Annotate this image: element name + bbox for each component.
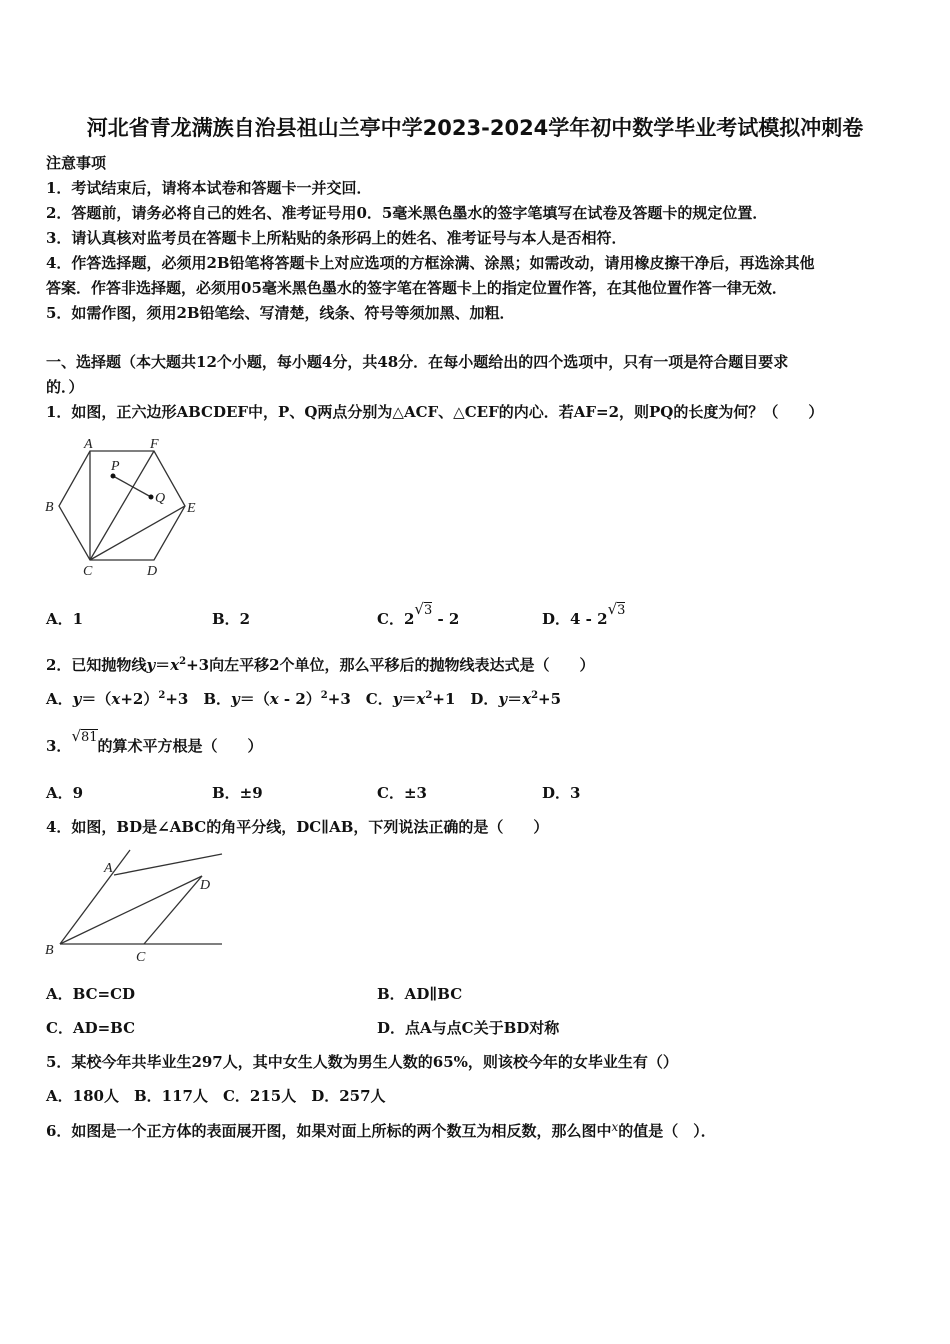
label-c: C — [83, 564, 93, 579]
q1-option-d-radicand: 3 — [617, 603, 626, 618]
notes-heading: 注意事项 — [46, 154, 107, 172]
q4-option-c: C．AD=BC — [46, 1019, 136, 1037]
q2-opt-var: x — [269, 690, 279, 708]
sqrt-radical — [608, 603, 626, 618]
q1-option-c-pre: C．2 — [377, 610, 415, 628]
sqrt-radical — [414, 603, 432, 618]
q2-opt-text: - 2） — [278, 690, 321, 708]
q2-opt-text: +3 B． — [165, 690, 231, 708]
q2-opt-text: A． — [46, 690, 73, 708]
label-a: A — [84, 437, 93, 452]
segment-ec — [90, 506, 185, 560]
q3-radicand: 81 — [81, 730, 98, 745]
q2-opt-text: +1 D． — [432, 690, 499, 708]
q3-stem — [46, 730, 263, 756]
section-heading: 一、选择题（本大题共12个小题，每小题4分，共48分．在每小题给出的四个选项中，只有一项是符合题目要求 — [46, 353, 789, 371]
q2-opt-text: +5 — [538, 690, 562, 708]
q1-option-d-pre: D．4 - 2 — [542, 610, 608, 628]
label-c: C — [136, 950, 146, 965]
q6-var-x: x — [611, 1120, 619, 1134]
line-ba — [60, 850, 130, 944]
segment-pq — [113, 476, 151, 497]
line-ad — [114, 854, 222, 875]
q1-option-c-post: - 2 — [437, 610, 460, 628]
q2-opt-var: y — [498, 690, 508, 708]
note-item: 5．如需作图，须用2B铅笔绘、写清楚，线条、符号等须加黑、加粗． — [46, 304, 515, 322]
label-b: B — [45, 943, 54, 958]
hexagon-figure — [44, 434, 204, 582]
q2-opt-text: +3 C． — [327, 690, 393, 708]
q2-opt-var: x — [111, 690, 121, 708]
q2-var-y: y — [146, 656, 156, 674]
q2-opt-exp: 2 — [158, 690, 166, 701]
q6-stem-post: 的值是（ ）． — [618, 1122, 716, 1140]
q2-opt-text: ＝（ — [81, 690, 112, 708]
label-f: F — [150, 437, 159, 452]
q2-opt-exp: 2 — [320, 690, 328, 701]
label-d: D — [200, 878, 211, 893]
q3-option-a: A．9 — [46, 784, 84, 802]
q3-option-b: B．±9 — [212, 784, 263, 802]
q6-stem-pre: 6．如图是一个正方体的表面展开图，如果对面上所标的两个数互为相反数，那么图中 — [46, 1122, 612, 1140]
q2-opt-var: y — [72, 690, 82, 708]
q2-options — [46, 688, 561, 709]
q1-stem: 1．如图，正六边形ABCDEF中，P、Q两点分别为△ACF、△CEF的内心．若AF=2，则PQ的长度为何？（ ） — [46, 403, 824, 421]
q4-stem: 4．如图，BD是∠ABC的角平分线，DC∥AB，下列说法正确的是（ ） — [46, 818, 549, 836]
label-a: A — [104, 861, 113, 876]
q1-option-a: A．1 — [46, 610, 84, 628]
q2-opt-text: ＝ — [507, 690, 523, 708]
q2-opt-var: x — [416, 690, 426, 708]
q3-number: 3． — [46, 737, 72, 755]
q2-exp: 2 — [179, 656, 187, 667]
note-item: 4．作答选择题，必须用2B铅笔将答题卡上对应选项的方框涂满、涂黑；如需改动，请用橡皮擦干净后，再选涂其他 — [46, 254, 815, 272]
q4-option-a: A．BC=CD — [46, 985, 136, 1003]
q4-option-d: D．点A与点C关于BD对称 — [377, 1019, 560, 1037]
segment-fc — [90, 451, 154, 560]
q2-eq: ＝ — [155, 656, 171, 674]
note-item: 1．考试结束后，请将本试卷和答题卡一并交回． — [46, 179, 372, 197]
q1-option-b: B．2 — [212, 610, 251, 628]
point-q — [149, 495, 154, 500]
q6-stem — [46, 1120, 716, 1141]
sqrt-radical — [71, 730, 97, 745]
note-item: 2．答题前，请务必将自己的姓名、准考证号用0．5毫米黑色墨水的签字笔填写在试卷及答题卡的规定位置． — [46, 204, 768, 222]
parallelogram-figure — [44, 848, 226, 966]
line-bd — [60, 876, 202, 944]
q1-option-d — [542, 603, 626, 629]
q4-option-b: B．AD∥BC — [377, 985, 463, 1003]
q2-var-x: x — [170, 656, 180, 674]
label-b: B — [45, 500, 54, 515]
q5-stem: 5．某校今年共毕业生297人，其中女生人数为男生人数的65%，则该校今年的女毕业生有（） — [46, 1053, 678, 1071]
note-item: 答案．作答非选择题，必须用05毫米黑色墨水的签字笔在答题卡上的指定位置作答，在其他位置作答一律无效． — [46, 279, 787, 297]
q2-stem — [46, 654, 595, 675]
q2-opt-exp: 2 — [531, 690, 539, 701]
q2-opt-var: x — [522, 690, 532, 708]
label-p: P — [111, 459, 120, 474]
q2-opt-text: ＝ — [401, 690, 417, 708]
section-heading-cont: 的．） — [46, 378, 84, 396]
q3-option-c: C．±3 — [377, 784, 427, 802]
q2-opt-exp: 2 — [425, 690, 433, 701]
exam-title: 河北省青龙满族自治县祖山兰亭中学2023-2024学年初中数学毕业考试模拟冲刺卷 — [86, 116, 864, 140]
q5-options: A．180人 B．117人 C．215人 D．257人 — [46, 1087, 386, 1105]
q2-opt-text: +2） — [120, 690, 159, 708]
q2-opt-var: y — [231, 690, 240, 708]
label-e: E — [187, 501, 196, 516]
note-item: 3．请认真核对监考员在答题卡上所粘贴的条形码上的姓名、准考证号与本人是否相符． — [46, 229, 627, 247]
label-q: Q — [155, 491, 166, 506]
q2-stem-pre: 2．已知抛物线 — [46, 656, 147, 674]
point-p — [111, 474, 116, 479]
label-d: D — [147, 564, 158, 579]
q2-opt-var: y — [392, 690, 402, 708]
q2-opt-text: ＝（ — [239, 690, 270, 708]
q3-stem-post: 的算术平方根是（ ） — [97, 737, 263, 755]
q1-option-c — [377, 603, 460, 629]
q2-stem-post: +3向左平移2个单位，那么平移后的抛物线表达式是（ ） — [186, 656, 595, 674]
q1-option-c-radicand: 3 — [423, 603, 433, 618]
q3-option-d: D．3 — [542, 784, 581, 802]
line-cd — [144, 876, 202, 944]
